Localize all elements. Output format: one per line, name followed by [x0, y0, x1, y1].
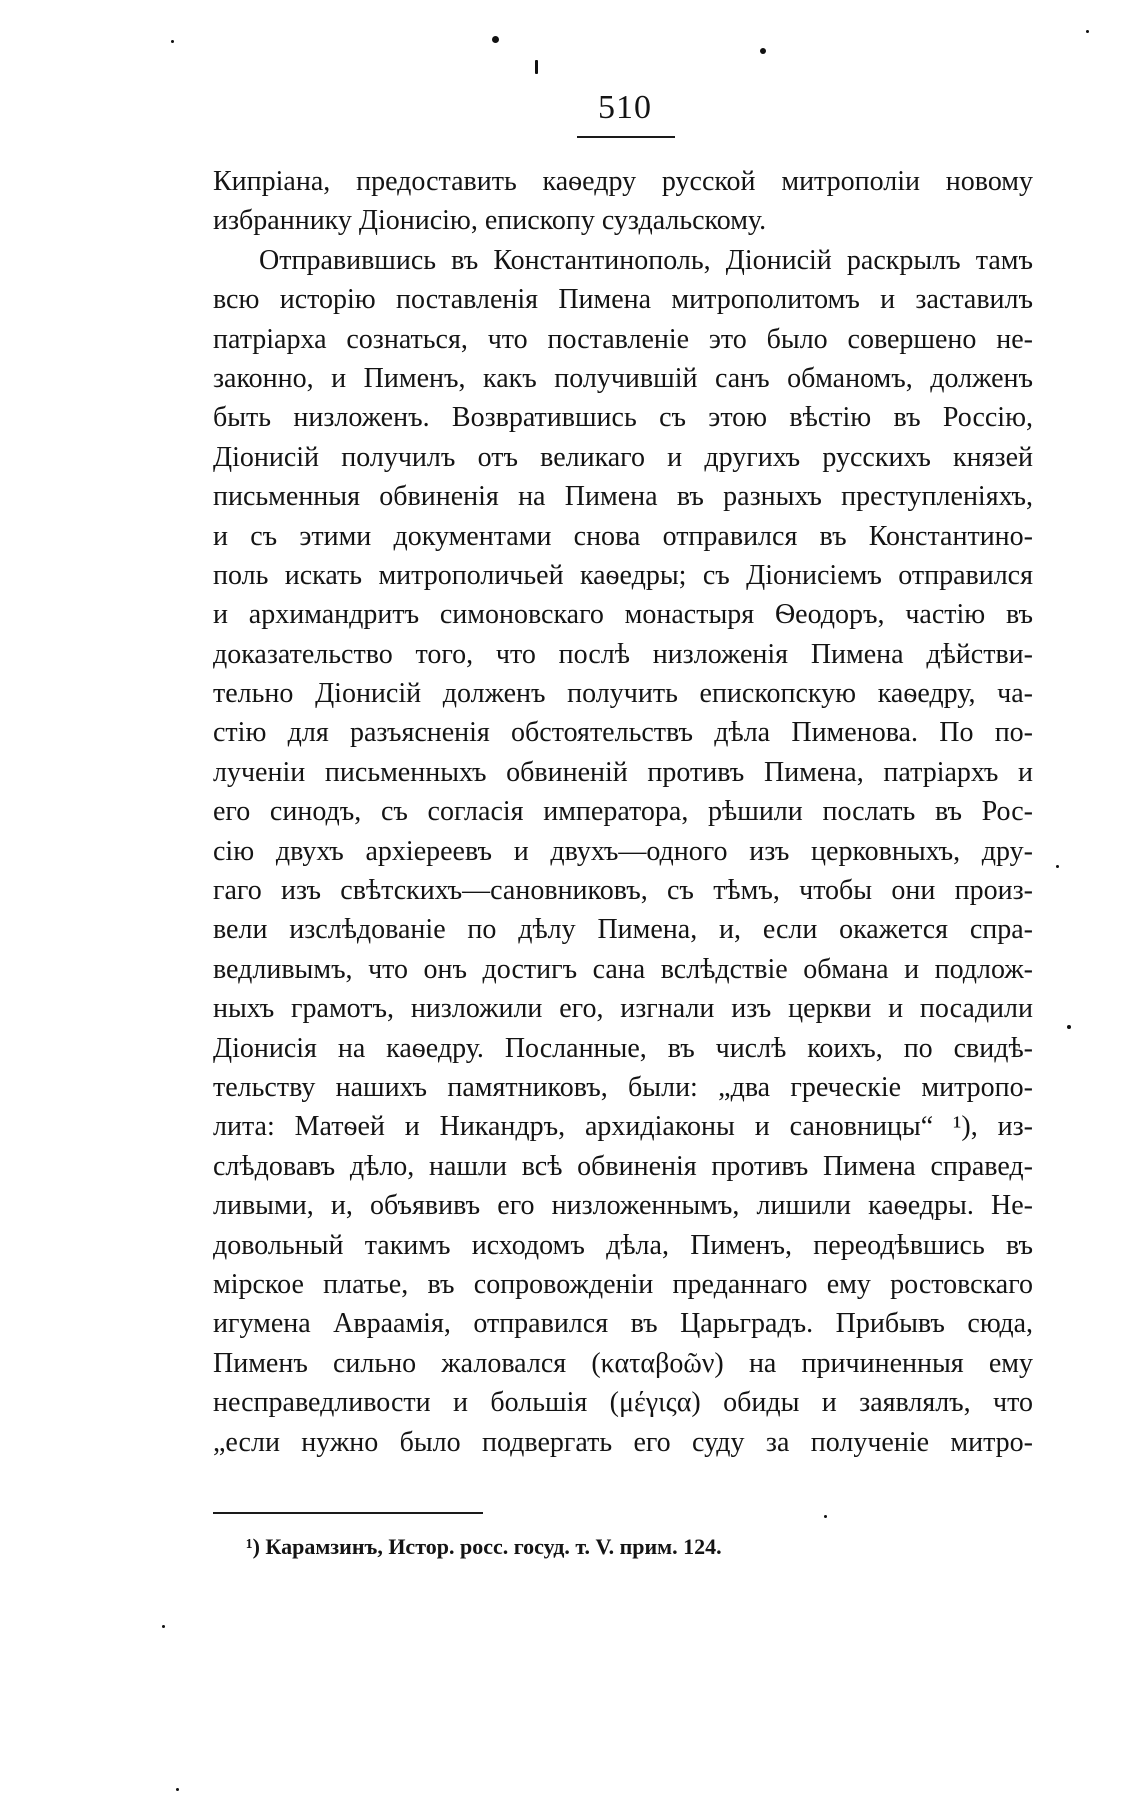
scan-speck — [535, 60, 538, 74]
text-line: ныхъ грамотъ, низложили его, изгнали изъ церкви и посадили — [213, 993, 1033, 1025]
text-line: тельно Діонисій долженъ получить епископскую каѳедру, ча- — [213, 678, 1033, 710]
text-line: тельству нашихъ памятниковъ, были: „два греческіе митропо- — [213, 1071, 1033, 1103]
scan-speck — [1067, 1025, 1071, 1029]
scan-speck — [176, 1788, 179, 1791]
scan-speck — [492, 36, 499, 43]
page-number: 510 — [598, 89, 652, 126]
text-line: стію для разъясненія обстоятельствъ дѣла Пименова. По по- — [213, 717, 1033, 749]
text-line: патріарха сознаться, что поставленіе это было совершено не- — [213, 323, 1033, 355]
scan-speck — [760, 48, 766, 54]
text-line: Отправившись въ Константинополь, Діонисій раскрылъ тамъ — [259, 244, 1033, 276]
text-line: игумена Авраамія, отправился въ Царьградъ. Прибывъ сюда, — [213, 1308, 1033, 1340]
text-line: и архимандритъ симоновскаго монастыря Ѳеодоръ, частію въ — [213, 599, 1033, 631]
text-line: ливыми, и, объявивъ его низложеннымъ, лишили каѳедры. Не- — [213, 1190, 1033, 1222]
scan-speck — [824, 1515, 827, 1518]
text-line: быть низложенъ. Возвратившись съ этою вѣстію въ Россію, — [213, 402, 1033, 434]
text-line: вели изслѣдованіе по дѣлу Пимена, и, если окажется спра- — [213, 914, 1033, 946]
text-line: и съ этими документами снова отправился въ Константино- — [213, 520, 1033, 552]
text-line: слѣдовавъ дѣло, нашли всѣ обвиненія противъ Пимена справед- — [213, 1150, 1033, 1182]
text-line: законно, и Пименъ, какъ получившій санъ обманомъ, долженъ — [213, 362, 1033, 394]
text-line: „если нужно было подвергать его суду за полученіе митро- — [213, 1426, 1033, 1458]
scan-speck — [171, 40, 174, 43]
text-line: письменныя обвиненія на Пимена въ разныхъ преступленіяхъ, — [213, 481, 1033, 513]
scan-speck — [1056, 865, 1059, 868]
text-line: лита: Матѳей и Никандръ, архидіаконы и сановницы“ ¹), из- — [213, 1111, 1033, 1143]
text-line: Пименъ сильно жаловался (καταβοῶν) на причиненныя ему — [213, 1347, 1033, 1379]
text-line: довольный такимъ исходомъ дѣла, Пименъ, переодѣвшись въ — [213, 1229, 1033, 1261]
body-text — [213, 162, 1033, 1462]
footnote: ¹) Карамзинъ, Истор. росс. госуд. т. V. прим. 124. — [246, 1534, 722, 1559]
text-line: мірское платье, въ сопровожденіи преданнаго ему ростовскаго — [213, 1268, 1033, 1300]
text-line: лученіи письменныхъ обвиненій противъ Пимена, патріархъ и — [213, 756, 1033, 788]
text-line: всю исторію поставленія Пимена митрополитомъ и заставилъ — [213, 284, 1033, 316]
text-line: ведливымъ, что онъ достигъ сана вслѣдствіе обмана и подлож- — [213, 953, 1033, 985]
text-line: гаго изъ свѣтскихъ—сановниковъ, съ тѣмъ, чтобы они произ- — [213, 875, 1033, 907]
text-line: Діонисій получилъ отъ великаго и другихъ русскихъ князей — [213, 441, 1033, 473]
page-number-rule — [577, 136, 675, 138]
text-line: его синодъ, съ согласія императора, рѣшили послать въ Рос- — [213, 796, 1033, 828]
text-line: сію двухъ архіереевъ и двухъ—одного изъ церковныхъ, дру- — [213, 835, 1033, 867]
text-line: избраннику Діонисію, епископу суздальскому. — [213, 205, 767, 237]
text-line: несправедливости и большія (μέγιςα) обиды и заявлялъ, что — [213, 1387, 1033, 1419]
text-line: поль искать митрополичьей каѳедры; съ Діонисіемъ отправился — [213, 559, 1033, 591]
scan-speck — [1086, 30, 1089, 33]
text-line: доказательство того, что послѣ низложенія Пимена дѣйстви- — [213, 638, 1033, 670]
text-line: Діонисія на каѳедру. Посланные, въ числѣ коихъ, по свидѣ- — [213, 1032, 1033, 1064]
footnote-rule — [213, 1512, 483, 1514]
text-line: Кипріана, предоставить каѳедру русской митрополіи новому — [213, 166, 1033, 197]
scan-speck — [162, 1625, 165, 1628]
